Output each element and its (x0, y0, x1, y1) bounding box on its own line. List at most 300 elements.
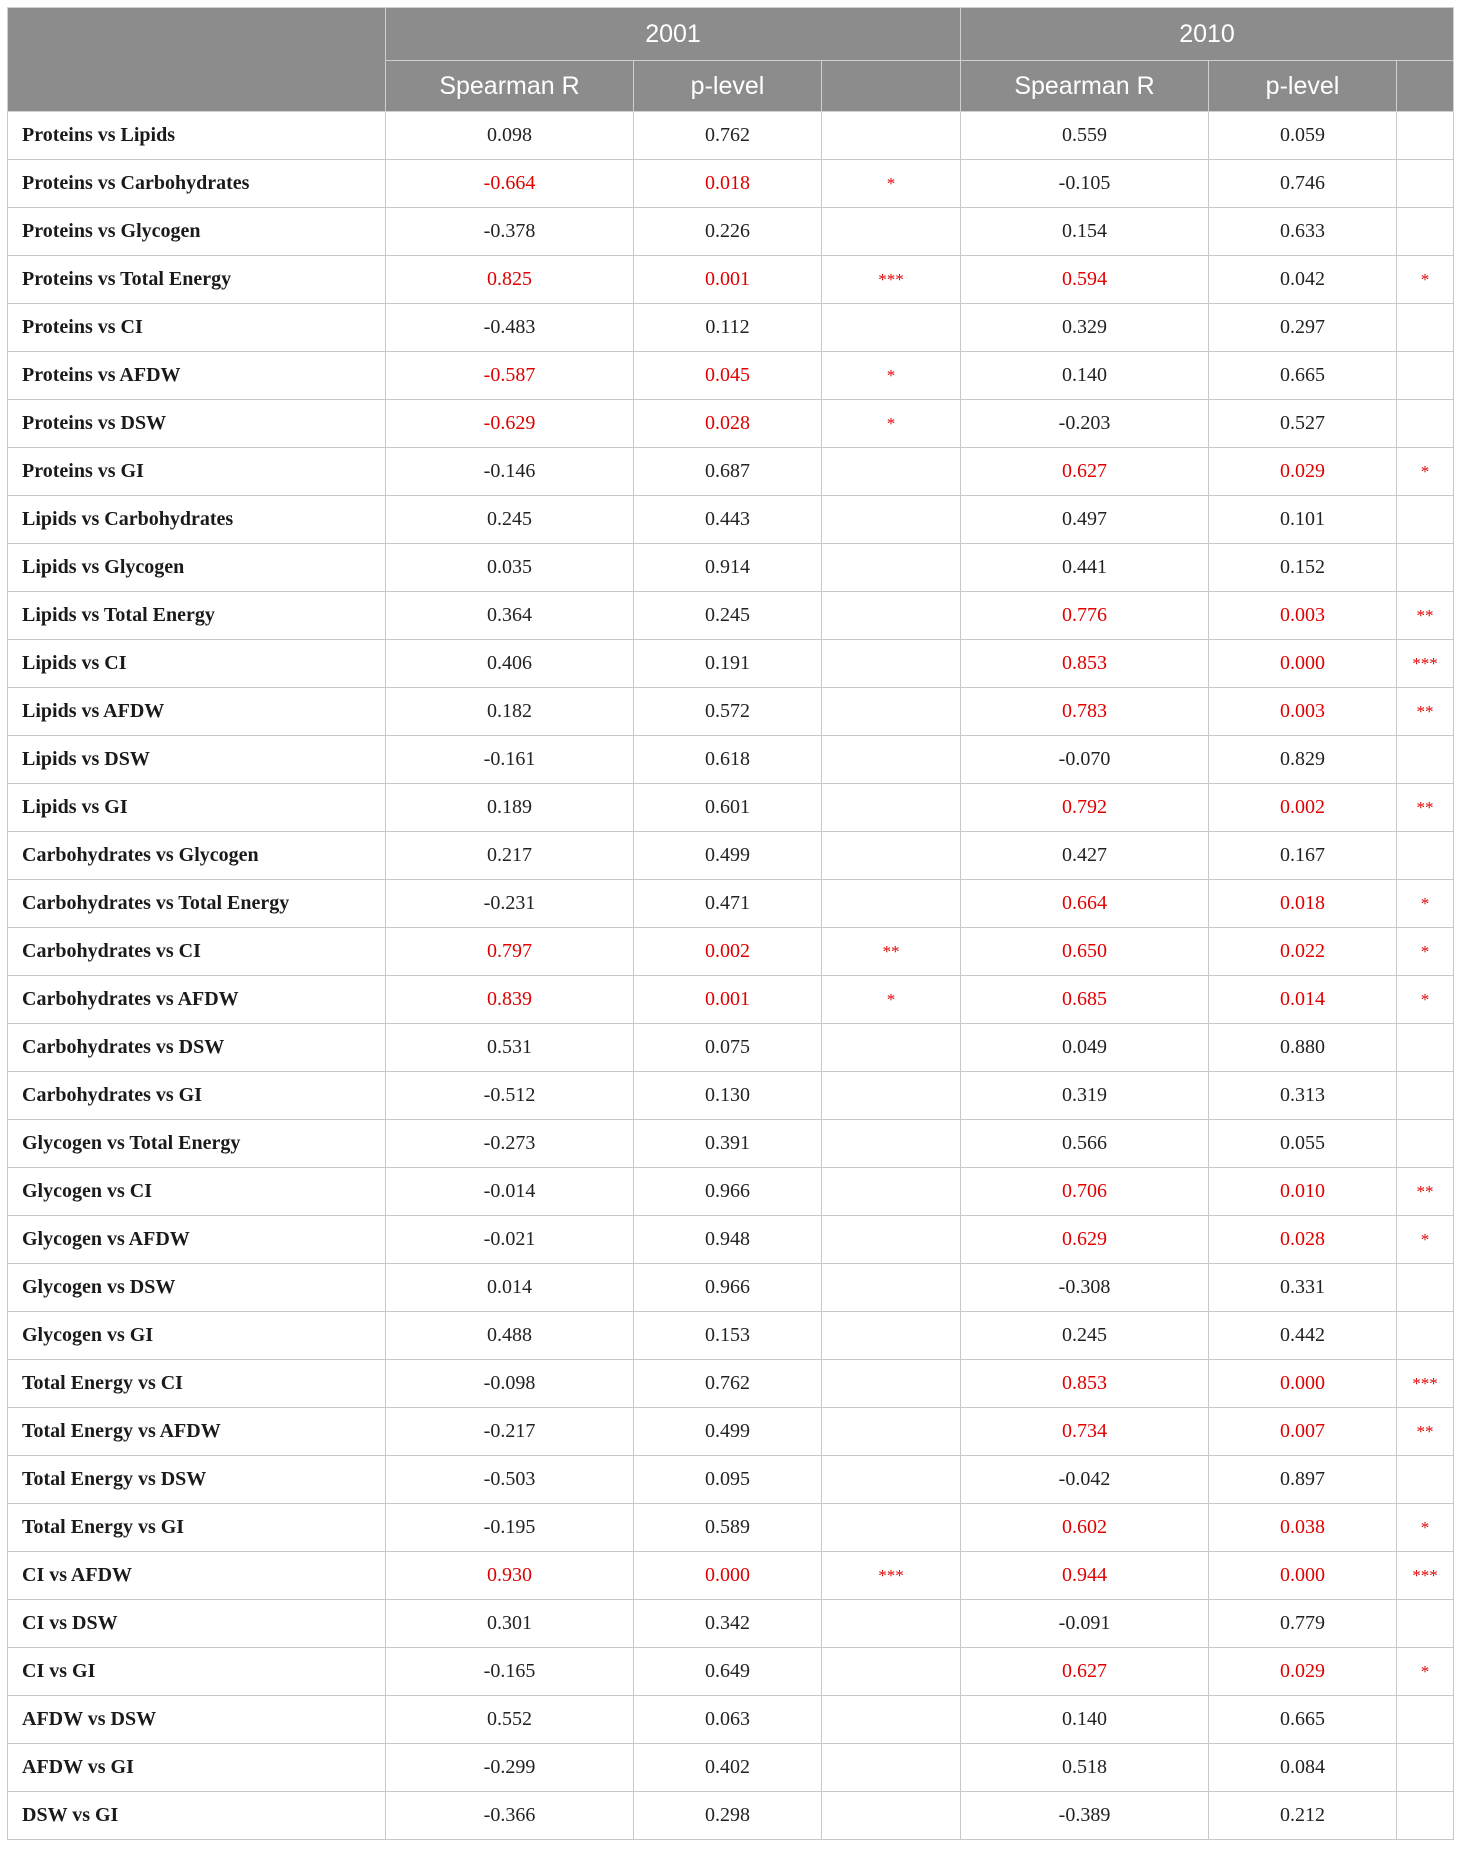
significance-2001-cell (822, 1600, 961, 1648)
spearman-2010-cell: 0.441 (961, 544, 1209, 592)
plevel-2001-cell: 0.572 (634, 688, 822, 736)
plevel-2010-cell: 0.331 (1209, 1264, 1397, 1312)
significance-2010-cell (1397, 1312, 1454, 1360)
correlation-table-container (7, 7, 1453, 1840)
spearman-2010-cell: 0.329 (961, 304, 1209, 352)
plevel-2001-cell: 0.075 (634, 1024, 822, 1072)
plevel-2010-cell: 0.003 (1209, 688, 1397, 736)
year-2001-header: 2001 (386, 8, 961, 61)
significance-2001-cell (822, 1792, 961, 1840)
significance-2001-cell (822, 496, 961, 544)
plevel-2010-cell: 0.212 (1209, 1792, 1397, 1840)
spearman-2010-cell: 0.497 (961, 496, 1209, 544)
plevel-2010-cell: 0.010 (1209, 1168, 1397, 1216)
significance-2001-header (822, 61, 961, 112)
significance-2010-cell: * (1397, 880, 1454, 928)
plevel-2001-cell: 0.063 (634, 1696, 822, 1744)
row-label-cell: Proteins vs AFDW (8, 352, 386, 400)
significance-2010-cell (1397, 352, 1454, 400)
significance-2001-cell: ** (822, 928, 961, 976)
spearman-2001-cell: -0.483 (386, 304, 634, 352)
row-label-cell: AFDW vs DSW (8, 1696, 386, 1744)
significance-2010-cell (1397, 1600, 1454, 1648)
row-label-cell: Carbohydrates vs Total Energy (8, 880, 386, 928)
spearman-2010-cell: 0.685 (961, 976, 1209, 1024)
significance-2001-cell (822, 1072, 961, 1120)
significance-2010-cell (1397, 112, 1454, 160)
table-row (8, 1024, 1454, 1072)
row-label-cell: Proteins vs DSW (8, 400, 386, 448)
spearman-2010-cell: 0.664 (961, 880, 1209, 928)
significance-2010-cell (1397, 1024, 1454, 1072)
row-label-cell: Glycogen vs AFDW (8, 1216, 386, 1264)
significance-2010-cell: ** (1397, 1408, 1454, 1456)
spearman-2001-cell: -0.165 (386, 1648, 634, 1696)
table-row (8, 1600, 1454, 1648)
plevel-2001-cell: 0.402 (634, 1744, 822, 1792)
row-label-cell: Proteins vs Glycogen (8, 208, 386, 256)
spearman-2010-cell: -0.042 (961, 1456, 1209, 1504)
table-row (8, 1552, 1454, 1600)
spearman-2001-cell: 0.930 (386, 1552, 634, 1600)
plevel-2010-cell: 0.059 (1209, 112, 1397, 160)
significance-2001-cell (822, 208, 961, 256)
table-row (8, 1648, 1454, 1696)
table-row (8, 544, 1454, 592)
table-row (8, 640, 1454, 688)
spearman-2001-cell: -0.014 (386, 1168, 634, 1216)
significance-2001-cell: * (822, 352, 961, 400)
significance-2001-cell (822, 736, 961, 784)
spearman-2001-header: Spearman R (386, 61, 634, 112)
table-row (8, 1792, 1454, 1840)
row-label-cell: Glycogen vs Total Energy (8, 1120, 386, 1168)
significance-2010-cell: ** (1397, 1168, 1454, 1216)
plevel-2001-cell: 0.226 (634, 208, 822, 256)
significance-2001-cell (822, 688, 961, 736)
spearman-2010-cell: 0.245 (961, 1312, 1209, 1360)
spearman-2001-cell: -0.146 (386, 448, 634, 496)
table-row (8, 688, 1454, 736)
spearman-2001-cell: -0.503 (386, 1456, 634, 1504)
significance-2010-cell: * (1397, 1648, 1454, 1696)
significance-2010-cell: *** (1397, 1360, 1454, 1408)
spearman-2010-cell: -0.105 (961, 160, 1209, 208)
plevel-2010-cell: 0.442 (1209, 1312, 1397, 1360)
spearman-2001-cell: 0.364 (386, 592, 634, 640)
significance-2010-cell (1397, 496, 1454, 544)
spearman-2010-cell: 0.944 (961, 1552, 1209, 1600)
row-label-cell: Carbohydrates vs DSW (8, 1024, 386, 1072)
spearman-2010-cell: 0.706 (961, 1168, 1209, 1216)
significance-2010-cell (1397, 400, 1454, 448)
spearman-2010-cell: 0.853 (961, 1360, 1209, 1408)
table-row (8, 1120, 1454, 1168)
significance-2010-cell (1397, 1744, 1454, 1792)
row-label-cell: Proteins vs Lipids (8, 112, 386, 160)
spearman-2010-cell: 0.140 (961, 352, 1209, 400)
spearman-2010-cell: -0.203 (961, 400, 1209, 448)
spearman-2010-header: Spearman R (961, 61, 1209, 112)
plevel-2001-cell: 0.391 (634, 1120, 822, 1168)
plevel-2001-cell: 0.687 (634, 448, 822, 496)
row-label-cell: Carbohydrates vs CI (8, 928, 386, 976)
significance-2001-cell: * (822, 976, 961, 1024)
spearman-2010-cell: 0.627 (961, 448, 1209, 496)
spearman-2001-cell: -0.161 (386, 736, 634, 784)
significance-2001-cell (822, 1504, 961, 1552)
significance-2001-cell (822, 544, 961, 592)
significance-2001-cell (822, 1216, 961, 1264)
plevel-2001-cell: 0.245 (634, 592, 822, 640)
spearman-2010-cell: 0.518 (961, 1744, 1209, 1792)
plevel-2010-cell: 0.014 (1209, 976, 1397, 1024)
significance-2010-cell: * (1397, 448, 1454, 496)
row-label-cell: Carbohydrates vs GI (8, 1072, 386, 1120)
plevel-2010-cell: 0.018 (1209, 880, 1397, 928)
spearman-2001-cell: 0.406 (386, 640, 634, 688)
table-row (8, 784, 1454, 832)
significance-2010-cell (1397, 832, 1454, 880)
table-row (8, 1504, 1454, 1552)
significance-2010-cell (1397, 1264, 1454, 1312)
plevel-2001-cell: 0.762 (634, 1360, 822, 1408)
plevel-2010-cell: 0.297 (1209, 304, 1397, 352)
spearman-2001-cell: -0.231 (386, 880, 634, 928)
spearman-2001-cell: 0.552 (386, 1696, 634, 1744)
row-label-cell: Proteins vs CI (8, 304, 386, 352)
plevel-2001-cell: 0.000 (634, 1552, 822, 1600)
table-row (8, 880, 1454, 928)
plevel-2001-cell: 0.028 (634, 400, 822, 448)
significance-2010-cell: * (1397, 976, 1454, 1024)
plevel-2010-cell: 0.022 (1209, 928, 1397, 976)
table-row (8, 1216, 1454, 1264)
spearman-2010-cell: 0.049 (961, 1024, 1209, 1072)
significance-2010-cell (1397, 1120, 1454, 1168)
plevel-2001-cell: 0.601 (634, 784, 822, 832)
spearman-2001-cell: 0.301 (386, 1600, 634, 1648)
significance-2010-cell (1397, 1792, 1454, 1840)
plevel-2010-cell: 0.084 (1209, 1744, 1397, 1792)
row-label-cell: Proteins vs GI (8, 448, 386, 496)
table-row (8, 592, 1454, 640)
significance-2001-cell (822, 448, 961, 496)
spearman-2001-cell: 0.035 (386, 544, 634, 592)
spearman-2001-cell: 0.182 (386, 688, 634, 736)
row-label-cell: Carbohydrates vs AFDW (8, 976, 386, 1024)
plevel-2010-cell: 0.527 (1209, 400, 1397, 448)
row-label-cell: Total Energy vs CI (8, 1360, 386, 1408)
spearman-2010-cell: 0.783 (961, 688, 1209, 736)
table-row (8, 1408, 1454, 1456)
plevel-2010-cell: 0.002 (1209, 784, 1397, 832)
plevel-2001-cell: 0.966 (634, 1168, 822, 1216)
spearman-2001-cell: 0.217 (386, 832, 634, 880)
plevel-2001-cell: 0.001 (634, 256, 822, 304)
significance-2001-cell (822, 1312, 961, 1360)
spearman-2010-cell: 0.792 (961, 784, 1209, 832)
significance-2001-cell (822, 1360, 961, 1408)
plevel-2010-cell: 0.000 (1209, 1360, 1397, 1408)
significance-2001-cell: * (822, 160, 961, 208)
spearman-2001-cell: -0.629 (386, 400, 634, 448)
plevel-2001-cell: 0.130 (634, 1072, 822, 1120)
significance-2001-cell (822, 1024, 961, 1072)
plevel-2010-cell: 0.028 (1209, 1216, 1397, 1264)
spearman-2001-cell: -0.021 (386, 1216, 634, 1264)
correlation-table (7, 7, 1454, 1840)
significance-2010-cell (1397, 544, 1454, 592)
plevel-2010-cell: 0.665 (1209, 1696, 1397, 1744)
table-row (8, 256, 1454, 304)
plevel-2001-cell: 0.443 (634, 496, 822, 544)
row-label-cell: Lipids vs Carbohydrates (8, 496, 386, 544)
plevel-2010-header: p-level (1209, 61, 1397, 112)
table-row (8, 448, 1454, 496)
plevel-2001-header: p-level (634, 61, 822, 112)
plevel-2001-cell: 0.002 (634, 928, 822, 976)
spearman-2010-cell: 0.140 (961, 1696, 1209, 1744)
significance-2001-cell (822, 1408, 961, 1456)
plevel-2001-cell: 0.499 (634, 1408, 822, 1456)
row-label-cell: Total Energy vs GI (8, 1504, 386, 1552)
plevel-2010-cell: 0.779 (1209, 1600, 1397, 1648)
spearman-2010-cell: -0.070 (961, 736, 1209, 784)
significance-2010-cell (1397, 736, 1454, 784)
spearman-2010-cell: 0.627 (961, 1648, 1209, 1696)
significance-2001-cell: * (822, 400, 961, 448)
plevel-2010-cell: 0.003 (1209, 592, 1397, 640)
row-label-cell: Glycogen vs DSW (8, 1264, 386, 1312)
plevel-2001-cell: 0.001 (634, 976, 822, 1024)
spearman-2010-cell: 0.629 (961, 1216, 1209, 1264)
table-row (8, 1744, 1454, 1792)
spearman-2001-cell: 0.098 (386, 112, 634, 160)
plevel-2010-cell: 0.000 (1209, 640, 1397, 688)
row-label-cell: Carbohydrates vs Glycogen (8, 832, 386, 880)
plevel-2010-cell: 0.000 (1209, 1552, 1397, 1600)
significance-2010-cell (1397, 160, 1454, 208)
spearman-2010-cell: -0.389 (961, 1792, 1209, 1840)
table-row (8, 496, 1454, 544)
plevel-2010-cell: 0.042 (1209, 256, 1397, 304)
plevel-2001-cell: 0.342 (634, 1600, 822, 1648)
significance-2001-cell (822, 1744, 961, 1792)
plevel-2010-cell: 0.152 (1209, 544, 1397, 592)
significance-2001-cell (822, 880, 961, 928)
spearman-2001-cell: -0.587 (386, 352, 634, 400)
table-row (8, 352, 1454, 400)
significance-2001-cell (822, 640, 961, 688)
row-label-cell: AFDW vs GI (8, 1744, 386, 1792)
row-label-cell: Lipids vs CI (8, 640, 386, 688)
row-label-cell: CI vs DSW (8, 1600, 386, 1648)
spearman-2010-cell: 0.734 (961, 1408, 1209, 1456)
table-row (8, 400, 1454, 448)
plevel-2001-cell: 0.589 (634, 1504, 822, 1552)
plevel-2001-cell: 0.045 (634, 352, 822, 400)
spearman-2001-cell: 0.825 (386, 256, 634, 304)
row-label-cell: Lipids vs GI (8, 784, 386, 832)
table-body (8, 112, 1454, 1840)
spearman-2001-cell: -0.217 (386, 1408, 634, 1456)
row-label-cell: Glycogen vs GI (8, 1312, 386, 1360)
plevel-2001-cell: 0.018 (634, 160, 822, 208)
significance-2010-cell (1397, 304, 1454, 352)
significance-2010-cell (1397, 1696, 1454, 1744)
plevel-2010-cell: 0.055 (1209, 1120, 1397, 1168)
significance-2010-cell (1397, 1456, 1454, 1504)
spearman-2010-cell: -0.308 (961, 1264, 1209, 1312)
spearman-2010-cell: 0.776 (961, 592, 1209, 640)
spearman-2001-cell: 0.189 (386, 784, 634, 832)
plevel-2010-cell: 0.897 (1209, 1456, 1397, 1504)
table-row (8, 1072, 1454, 1120)
plevel-2010-cell: 0.167 (1209, 832, 1397, 880)
significance-2001-cell (822, 1168, 961, 1216)
plevel-2010-cell: 0.029 (1209, 1648, 1397, 1696)
row-label-cell: Proteins vs Total Energy (8, 256, 386, 304)
plevel-2010-cell: 0.880 (1209, 1024, 1397, 1072)
row-label-cell: Total Energy vs AFDW (8, 1408, 386, 1456)
spearman-2010-cell: 0.566 (961, 1120, 1209, 1168)
significance-2001-cell (822, 1696, 961, 1744)
significance-2010-cell: * (1397, 1504, 1454, 1552)
table-row (8, 1456, 1454, 1504)
plevel-2001-cell: 0.948 (634, 1216, 822, 1264)
spearman-2010-cell: 0.559 (961, 112, 1209, 160)
significance-2010-cell: * (1397, 928, 1454, 976)
table-row (8, 1360, 1454, 1408)
significance-2010-cell: *** (1397, 640, 1454, 688)
row-label-header (8, 8, 386, 112)
row-label-cell: Lipids vs Glycogen (8, 544, 386, 592)
plevel-2010-cell: 0.101 (1209, 496, 1397, 544)
significance-2010-cell: ** (1397, 688, 1454, 736)
year-2010-header: 2010 (961, 8, 1454, 61)
row-label-cell: Glycogen vs CI (8, 1168, 386, 1216)
significance-2010-cell (1397, 1072, 1454, 1120)
significance-2001-cell: *** (822, 256, 961, 304)
row-label-cell: CI vs AFDW (8, 1552, 386, 1600)
spearman-2010-cell: 0.602 (961, 1504, 1209, 1552)
table-row (8, 976, 1454, 1024)
table-row (8, 208, 1454, 256)
spearman-2001-cell: -0.299 (386, 1744, 634, 1792)
plevel-2010-cell: 0.665 (1209, 352, 1397, 400)
spearman-2001-cell: -0.366 (386, 1792, 634, 1840)
spearman-2001-cell: -0.195 (386, 1504, 634, 1552)
spearman-2001-cell: 0.488 (386, 1312, 634, 1360)
table-row (8, 1264, 1454, 1312)
spearman-2001-cell: 0.531 (386, 1024, 634, 1072)
plevel-2010-cell: 0.038 (1209, 1504, 1397, 1552)
spearman-2001-cell: 0.839 (386, 976, 634, 1024)
significance-2010-cell: * (1397, 1216, 1454, 1264)
plevel-2001-cell: 0.618 (634, 736, 822, 784)
significance-2001-cell: *** (822, 1552, 961, 1600)
spearman-2001-cell: 0.245 (386, 496, 634, 544)
plevel-2010-cell: 0.829 (1209, 736, 1397, 784)
spearman-2001-cell: -0.098 (386, 1360, 634, 1408)
plevel-2010-cell: 0.313 (1209, 1072, 1397, 1120)
spearman-2001-cell: -0.273 (386, 1120, 634, 1168)
significance-2001-cell (822, 1648, 961, 1696)
plevel-2001-cell: 0.112 (634, 304, 822, 352)
table-row (8, 1312, 1454, 1360)
plevel-2001-cell: 0.762 (634, 112, 822, 160)
spearman-2010-cell: 0.154 (961, 208, 1209, 256)
spearman-2001-cell: -0.512 (386, 1072, 634, 1120)
row-label-cell: Proteins vs Carbohydrates (8, 160, 386, 208)
plevel-2001-cell: 0.095 (634, 1456, 822, 1504)
table-row (8, 1696, 1454, 1744)
plevel-2001-cell: 0.649 (634, 1648, 822, 1696)
spearman-2010-cell: -0.091 (961, 1600, 1209, 1648)
row-label-cell: Lipids vs Total Energy (8, 592, 386, 640)
plevel-2001-cell: 0.191 (634, 640, 822, 688)
spearman-2010-cell: 0.594 (961, 256, 1209, 304)
significance-2001-cell (822, 784, 961, 832)
row-label-cell: Total Energy vs DSW (8, 1456, 386, 1504)
plevel-2010-cell: 0.746 (1209, 160, 1397, 208)
table-header (8, 8, 1454, 112)
table-row (8, 304, 1454, 352)
spearman-2010-cell: 0.319 (961, 1072, 1209, 1120)
spearman-2001-cell: 0.797 (386, 928, 634, 976)
significance-2001-cell (822, 592, 961, 640)
plevel-2001-cell: 0.471 (634, 880, 822, 928)
year-header-row (8, 8, 1454, 61)
significance-2010-cell: ** (1397, 784, 1454, 832)
significance-2010-header (1397, 61, 1454, 112)
plevel-2001-cell: 0.153 (634, 1312, 822, 1360)
plevel-2001-cell: 0.966 (634, 1264, 822, 1312)
plevel-2001-cell: 0.499 (634, 832, 822, 880)
significance-2001-cell (822, 112, 961, 160)
table-row (8, 112, 1454, 160)
significance-2001-cell (822, 832, 961, 880)
spearman-2001-cell: 0.014 (386, 1264, 634, 1312)
spearman-2001-cell: -0.378 (386, 208, 634, 256)
spearman-2010-cell: 0.650 (961, 928, 1209, 976)
plevel-2010-cell: 0.633 (1209, 208, 1397, 256)
significance-2001-cell (822, 1264, 961, 1312)
significance-2010-cell: * (1397, 256, 1454, 304)
spearman-2001-cell: -0.664 (386, 160, 634, 208)
table-row (8, 160, 1454, 208)
significance-2010-cell: ** (1397, 592, 1454, 640)
table-row (8, 832, 1454, 880)
table-row (8, 928, 1454, 976)
significance-2001-cell (822, 1456, 961, 1504)
spearman-2010-cell: 0.853 (961, 640, 1209, 688)
row-label-cell: Lipids vs AFDW (8, 688, 386, 736)
significance-2010-cell: *** (1397, 1552, 1454, 1600)
significance-2010-cell (1397, 208, 1454, 256)
spearman-2010-cell: 0.427 (961, 832, 1209, 880)
plevel-2010-cell: 0.029 (1209, 448, 1397, 496)
row-label-cell: DSW vs GI (8, 1792, 386, 1840)
table-row (8, 1168, 1454, 1216)
plevel-2010-cell: 0.007 (1209, 1408, 1397, 1456)
row-label-cell: CI vs GI (8, 1648, 386, 1696)
plevel-2001-cell: 0.914 (634, 544, 822, 592)
plevel-2001-cell: 0.298 (634, 1792, 822, 1840)
table-row (8, 736, 1454, 784)
significance-2001-cell (822, 304, 961, 352)
